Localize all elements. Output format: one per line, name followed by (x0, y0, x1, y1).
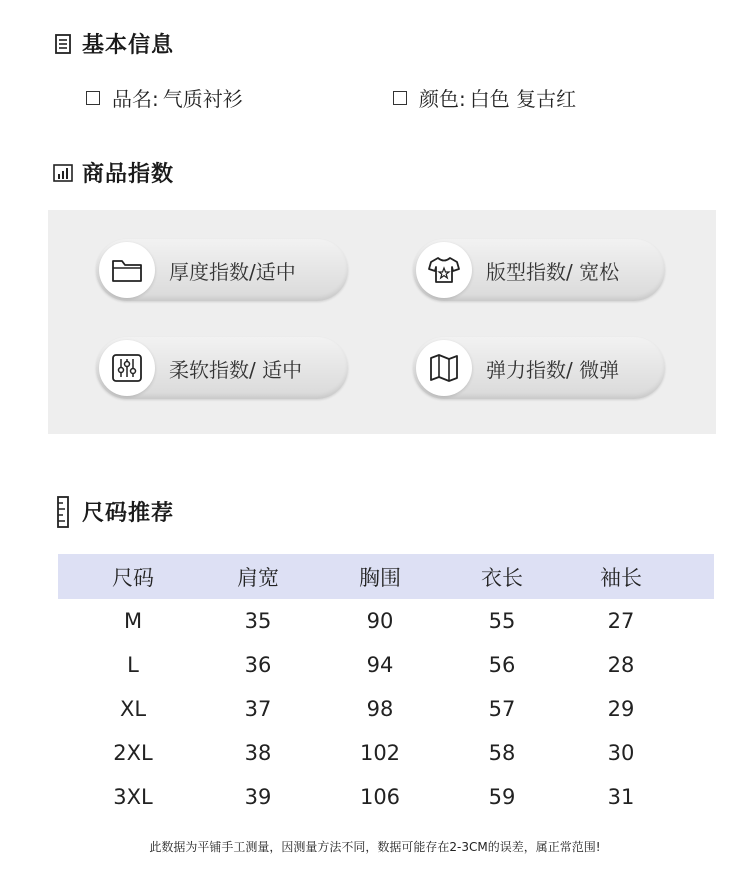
product-index-label: 商品指数 (82, 162, 175, 187)
cell-length: 55 (488, 609, 516, 633)
cell-sleeve: 30 (607, 741, 635, 765)
cell-shoulder: 35 (244, 609, 272, 633)
cell-length: 58 (488, 741, 516, 765)
header-length: 衣长 (481, 565, 523, 590)
cell-shoulder: 38 (244, 741, 272, 765)
size-section-title (52, 496, 174, 527)
cell-shoulder: 36 (244, 653, 272, 677)
cell-shoulder: 37 (244, 697, 272, 721)
index-fit-label: 版型指数/ 宽松 (486, 259, 620, 284)
size-table (58, 554, 714, 819)
table-row (58, 775, 714, 819)
index-thickness (96, 239, 348, 301)
product-name-label: 品名: (112, 87, 159, 111)
checkbox-icon (86, 91, 100, 105)
table-header-row (58, 554, 714, 599)
cell-size: L (127, 653, 139, 677)
header-chest: 胸围 (359, 565, 401, 590)
map-fold-icon (416, 340, 472, 396)
folder-icon (99, 242, 155, 298)
index-fit (413, 239, 665, 301)
measurement-note: 此数据为平铺手工测量，因测量方法不同，数据可能存在2-3CM的误差，属正常范围! (149, 840, 601, 854)
cell-sleeve: 31 (607, 785, 635, 809)
cell-size: 2XL (113, 741, 153, 765)
table-row (58, 687, 714, 731)
product-name-value: 气质衬衫 (162, 87, 243, 111)
cell-size: M (123, 609, 143, 633)
header-sleeve: 袖长 (600, 565, 642, 590)
header-size: 尺码 (112, 565, 154, 590)
cell-length: 59 (488, 785, 516, 809)
basic-info-title (52, 28, 174, 59)
bar-chart-icon (52, 162, 74, 184)
index-elasticity (413, 337, 665, 399)
table-row (58, 643, 714, 687)
ruler-icon (52, 501, 74, 523)
product-color-label: 颜色: (419, 87, 466, 111)
cell-size: 3XL (113, 785, 153, 809)
index-thickness-label: 厚度指数/适中 (169, 259, 296, 284)
index-panel (48, 210, 716, 434)
tshirt-icon (416, 242, 472, 298)
cell-sleeve: 29 (607, 697, 635, 721)
product-color-item (393, 83, 576, 112)
cell-chest: 102 (359, 741, 401, 765)
cell-chest: 106 (359, 785, 401, 809)
index-softness (96, 337, 348, 399)
cell-chest: 90 (366, 609, 394, 633)
cell-chest: 98 (366, 697, 394, 721)
cell-sleeve: 28 (607, 653, 635, 677)
size-section-label: 尺码推荐 (82, 501, 175, 526)
cell-length: 57 (488, 697, 516, 721)
product-index-title (52, 157, 174, 188)
cell-length: 56 (488, 653, 516, 677)
product-name-item (86, 83, 243, 112)
cell-shoulder: 39 (244, 785, 272, 809)
table-row (58, 731, 714, 775)
product-color-value: 白色 复古红 (469, 87, 577, 111)
checkbox-icon (393, 91, 407, 105)
cell-size: XL (119, 697, 147, 721)
cell-sleeve: 27 (607, 609, 635, 633)
index-elasticity-label: 弹力指数/ 微弹 (486, 357, 620, 382)
cell-chest: 94 (366, 653, 394, 677)
sliders-icon (99, 340, 155, 396)
header-shoulder: 肩宽 (237, 565, 279, 590)
index-softness-label: 柔软指数/ 适中 (169, 357, 303, 382)
table-row (58, 599, 714, 643)
basic-info-label: 基本信息 (82, 33, 175, 58)
document-icon (52, 33, 74, 55)
